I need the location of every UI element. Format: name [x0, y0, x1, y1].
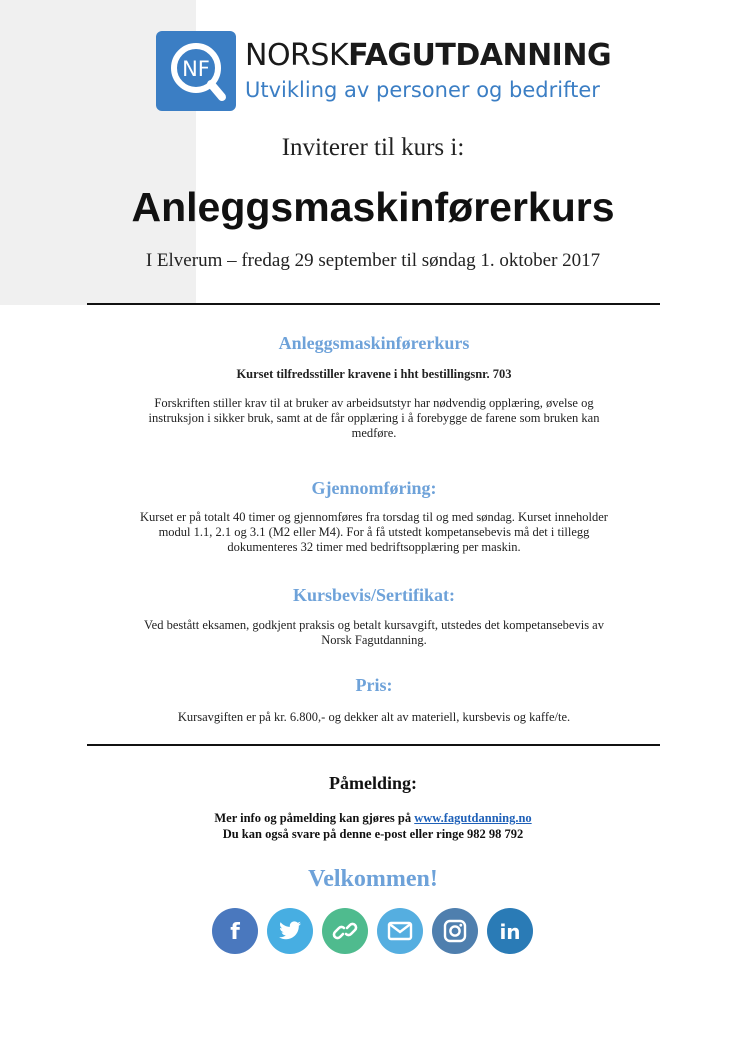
course-line-3: medføre. — [351, 426, 397, 440]
certificate-line-2: Norsk Fagutdanning. — [321, 633, 427, 647]
signup-info-text: Mer info og påmelding kan gjøres på — [214, 811, 415, 825]
instagram-button[interactable] — [432, 908, 478, 954]
price-heading: Pris: — [355, 675, 393, 695]
logo-tagline: Utvikling av personer og bedrifter — [245, 78, 600, 102]
execution-line-1: Kurset er på totalt 40 timer og gjennomføres fra torsdag til og med søndag. Kurset inneholder — [140, 510, 608, 524]
logo-name — [245, 39, 611, 73]
instagram-icon — [432, 908, 478, 954]
linkedin-icon — [487, 908, 533, 954]
twitter-button[interactable] — [267, 908, 313, 954]
signup-contact: Du kan også svare på denne e-post eller ringe 982 98 792 — [222, 827, 524, 841]
social-links — [212, 908, 534, 954]
welcome-text: Velkommen! — [308, 866, 438, 892]
top-divider — [87, 303, 660, 305]
linkedin-button[interactable] — [487, 908, 533, 954]
certificate-heading: Kursbevis/Sertifikat: — [293, 585, 455, 605]
certificate-line-1: Ved bestått eksamen, godkjent praksis og betalt kursavgift, utstedes det kompetansebevis av — [144, 618, 604, 632]
execution-line-2: modul 1.1, 2.1 og 3.1 (M2 eller M4). For å få utstedt kompetansebevis må det i tillegg — [158, 525, 590, 539]
link-button[interactable] — [322, 908, 368, 954]
execution-section — [96, 478, 652, 555]
logo-name-light: NORSK — [245, 38, 349, 73]
course-section — [96, 333, 652, 441]
email-icon — [377, 908, 423, 954]
logo — [156, 31, 612, 113]
website-link[interactable]: www.fagutdanning.no — [414, 811, 532, 825]
page-title: Anleggsmaskinførerkurs — [131, 184, 615, 230]
course-requirement: Kurset tilfredsstiller kravene i hht bestillingsnr. 703 — [236, 367, 512, 381]
execution-line-3: dokumenteres 32 timer med bedriftsopplæring per maskin. — [227, 540, 521, 554]
facebook-glyph: f — [230, 920, 240, 945]
course-heading: Anleggsmaskinførerkurs — [278, 333, 470, 353]
logo-name-bold: FAGUTDANNING — [348, 38, 612, 73]
facebook-icon — [212, 908, 258, 954]
price-section — [96, 675, 652, 725]
signup-heading: Påmelding: — [329, 773, 417, 793]
invite-text: Inviterer til kurs i: — [281, 134, 465, 161]
link-icon — [322, 908, 368, 954]
logo-mark-text: NF — [182, 57, 210, 81]
course-line-1: Forskriften stiller krav til at bruker av arbeidsutstyr har nødvendig opplæring, øvelse og — [154, 396, 594, 410]
course-line-2: instruksjon i sikker bruk, samt at de får opplæring i å forebygge de farene som bruken kan — [148, 411, 600, 425]
certificate-section — [96, 585, 652, 648]
email-button[interactable] — [377, 908, 423, 954]
execution-heading: Gjennomføring: — [311, 478, 437, 498]
facebook-button[interactable] — [212, 908, 258, 954]
signup-info — [0, 810, 746, 842]
price-text: Kursavgiften er på kr. 6.800,- og dekker alt av materiell, kursbevis og kaffe/te. — [177, 710, 571, 724]
logo-mark — [156, 31, 236, 111]
bottom-divider — [87, 744, 660, 746]
linkedin-glyph: in — [499, 920, 521, 944]
course-dates: I Elverum – fredag 29 september til søndag 1. oktober 2017 — [145, 250, 601, 271]
twitter-icon — [267, 908, 313, 954]
